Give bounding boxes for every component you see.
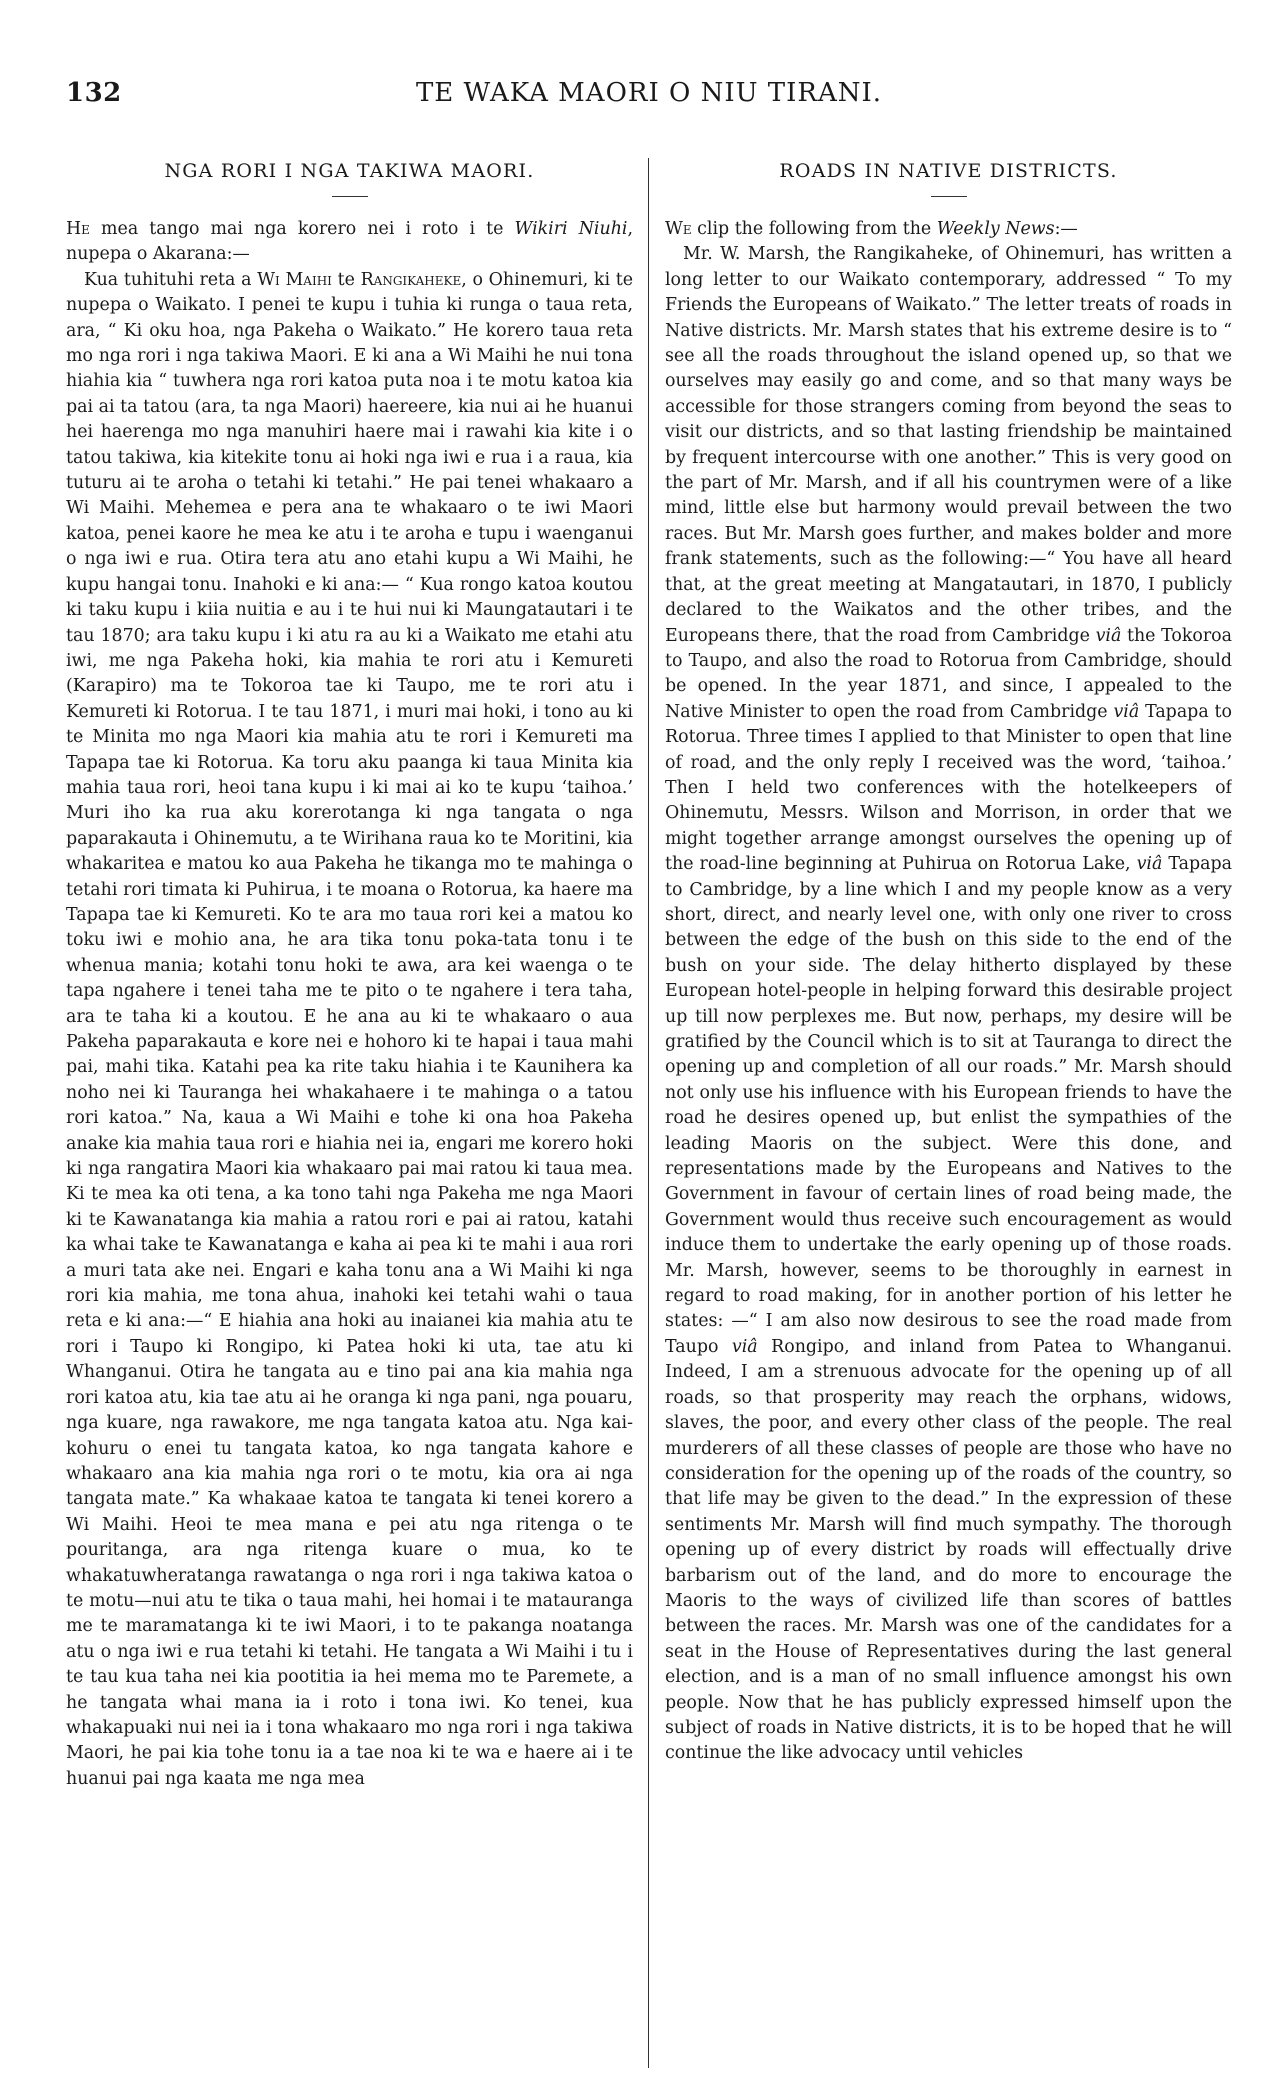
maori-intro-paragraph: He mea tango mai nga korero nei i roto i te Wikiri Niuhi, nupepa o Akarana:— — [66, 219, 633, 265]
maori-column — [66, 158, 633, 2068]
maori-main-paragraph: Kua tuhituhi reta a Wi Maihi te Rangikaheke, o Ohinemuri, ki te nupepa o Waikato. I penei te kupu i tuhia ki runga o taua reta, ara, “ Ki oku hoa, nga Pakeha o Waikato.” He korero taua reta mo nga rori i nga takiwa Maori. E ki ana a Wi Maihi he nui tona hiahia kia “ tuwhera nga rori katoa puta noa i te motu katoa kia pai ai ta tatou (ara, ta nga Maori) haereere, kia nui ai he huanui hei haerenga mo nga manuhiri haere mai i rawahi kia kite i o tatou takiwa, kia kitekite tonu ai hoki nga iwi e rua i a raua, kia tuturu ai te aroha o tetahi ki tetahi.” He pai tenei whakaaro a Wi Maihi. Mehemea e pera ana te whakaaro o te iwi Maori katoa, penei kaore he mea ke atu i te aroha e tupu i waenganui o nga iwi e rua. Otira tera atu ano etahi kupu a Wi Maihi, he kupu hangai tonu. Inahoki e ki ana:— “ Kua rongo katoa koutou ki taku kupu i kiia nuitia e au i te hui nui ki Maungatautari i te tau 1870; ara taku kupu i ki atu ra au ki a Waikato me etahi atu iwi, me nga Pakeha hoki, kia mahia te rori atu i Kemureti (Karapiro) ma te Tokoroa tae ki Taupo, me te rori atu i Kemureti ki Rotorua. I te tau 1871, i muri mai hoki, i tono au ki te Minita mo nga Maori kia mahia atu te rori i Kemureti ma Tapapa tae ki Rotorua. Ka toru aku paanga ki taua Minita kia mahia taua rori, heoi tana kupu i ki mai ai ko te kupu ‘taihoa.’ Muri iho ka rua aku korerotanga ki nga tangata o nga paparakauta i Ohinemutu, a te Wirihana raua ko te Moritini, kia whakaritea e matou ko aua Pakeha he tikanga mo te mahinga o tetahi rori timata ki Puhirua, i te moana o Rotorua, ka haere ma Tapapa tae ki Kemureti. Ko te ara mo taua rori kei a matou ko toku iwi e mohio ana, he ara tika tonu poka-tata tonu i te whenua mania; kotahi tonu hoki te awa, ara kei waenga o te tapa ngahere i tenei taha me te pito o te ngahere i tera taha, ara te taha ki a koutou. E he ana au ki te whakaaro o aua Pakeha paparakauta e kore nei e hohoro ki te hapai i taua mahi pai, mahi tika. Katahi pea ka rite taku hiahia i te Kaunihera ka noho nei ki Tauranga hei whakahaere i te mahinga o a tatou rori katoa.” Na, kaua a Wi Maihi e tohe ki ona hoa Pakeha anake kia mahia taua rori e hiahia nei ia, engari me korero hoki ki nga rangatira Maori kia whakaaro pai mai ratou ki taua mea. Ki te mea ka oti tena, a ka tono tahi nga Pakeha me nga Maori ki te Kawanatanga kia mahia a ratou rori e pai ai ratou, katahi ka whai take te Kawanatanga e kaha ai pea ki te mahi i aua rori a muri tata ake nei. Engari e kaha tonu ana a Wi Maihi ki nga rori kia mahia, me tona ahua, inahoki kei tetahi wahi o taua reta e ki ana:—“ E hiahia ana hoki au inaianei kia mahia atu te rori i Taupo ki Rongipo, ki Patea hoki ki uta, tae atu ki Whanganui. Otira he tangata au e tino pai ana kia mahia nga rori katoa atu, kia tae atu ai he oranga ki nga pani, nga pouaru, nga kuare, nga rawakore, me nga tangata katoa atu. Nga kai-kohuru o enei tu tangata katoa, ko nga tangata kahore e whakaaro ana kia mahia nga rori o te motu, kia ora ai nga tangata mate.” Ka whakaae katoa te tangata ki tenei korero a Wi Maihi. Heoi te mea mana e pei atu nga ritenga o te pouritanga, ara nga ritenga kuare o mua, ko te whakatuwheratanga rawatanga o nga rori i nga takiwa katoa o te motu—nui atu te tika o taua mahi, hei homai i te matauranga me te maramatanga ki te iwi Maori, i to te pakanga noatanga atu o nga iwi e rua tetahi ki tetahi. He tangata a Wi Maihi i tu i te tau kua taha nei kia pootitia ia hei mema mo te Paremete, a he tangata whai mana ia i roto i tona iwi. Ko tenei, kua whakapuaki nui nei ia i tona whakaaro mo nga rori i nga takiwa Maori, he pai kia tohe tonu ia a tae noa ki te wa e haere ai i te huanui pai nga kaata me nga mea — [66, 269, 633, 1789]
english-intro-paragraph: We clip the following from the Weekly News:— — [665, 219, 1078, 239]
title-divider — [332, 196, 368, 197]
english-main-paragraph: Mr. W. Marsh, the Rangikaheke, of Ohinemuri, has written a long letter to our Waikato contemporary, addressed “ To my Friends the Europeans of Waikato.” The letter treats of roads in Native districts. Mr. Marsh states that his extreme desire is to “ see all the roads throughout the island opened up, so that we ourselves may easily go and come, and so that many ways be accessible for those strangers coming from beyond the seas to visit our districts, and so that lasting friendship be maintained by frequent intercourse with one another.” This is very good on the part of Mr. Marsh, and if all his countrymen were of a like mind, little else but harmony would prevail between the two races. But Mr. Marsh goes further, and makes bolder and more frank statements, such as the following:—“ You have all heard that, at the great meeting at Mangatautari, in 1870, I publicly declared to the Waikatos and the other tribes, and the Europeans there, that the road from Cambridge viâ the Tokoroa to Taupo, and also the road to Rotorua from Cambridge, should be opened. In the year 1871, and since, I appealed to the Native Minister to open the road from Cambridge viâ Tapapa to Rotorua. Three times I applied to that Minister to open that line of road, and the only reply I received was the word, ‘taihoa.’ Then I held two conferences with the hotelkeepers of Ohinemutu, Messrs. Wilson and Morrison, in order that we might together arrange amongst ourselves the opening up of the road-line beginning at Puhirua on Rotorua Lake, viâ Tapapa to Cambridge, by a line which I and my people know as a very short, direct, and nearly level one, with only one river to cross between the edge of the bush on this side to the end of the bush on your side. The delay hitherto displayed by these European hotel-people in helping forward this desirable project up till now perplexes me. But now, perhaps, my desire will be gratified by the Council which is to sit at Tauranga to direct the opening up and completion of all our roads.” Mr. Marsh should not only use his influence with his European friends to have the road he desires opened up, but enlist the sympathies of the leading Maoris on the subject. Were this done, and representations made by the Europeans and Natives to the Government in favour of certain lines of road being made, the Government would thus receive such encouragement as would induce them to undertake the early opening up of those roads. Mr. Marsh, however, seems to be thoroughly in earnest in regard to road making, for in another portion of his letter he states: —“ I am also now desirous to see the road made from Taupo viâ Rongipo, and inland from Patea to Whanganui. Indeed, I am a strenuous advocate for the opening up of all roads, so that prosperity may reach the orphans, widows, slaves, the poor, and every other class of the people. The real murderers of all these classes of people are those who have no consideration for the opening up of the roads of the country, so that life may be given to the dead.” In the expression of these sentiments Mr. Marsh will find much sympathy. The thorough opening up of every district by roads will effectually drive barbarism out of the land, and do more to encourage the Maoris to the ways of civilized life than scores of battles between the races. Mr. Marsh was one of the candidates for a seat in the House of Representatives during the last general election, and is a man of no small influence amongst his own people. Now that he has publicly expressed himself upon the subject of roads in Native districts, it is to be hoped that he will continue the like advocacy until vehicles — [665, 244, 1232, 1764]
running-title: TE WAKA MAORI O NIU TIRANI. — [415, 78, 883, 108]
page-header — [66, 78, 1232, 128]
title-divider — [931, 196, 967, 197]
newspaper-page — [66, 78, 1232, 2068]
column-rule — [648, 158, 649, 2068]
english-article-body — [665, 217, 1232, 1767]
english-article-title: ROADS IN NATIVE DISTRICTS. — [779, 160, 1118, 182]
english-column — [665, 158, 1232, 2068]
maori-article-body — [66, 217, 633, 1792]
maori-article-title: NGA RORI I NGA TAKIWA MAORI. — [164, 160, 535, 182]
page-number: 132 — [66, 78, 122, 108]
article-columns — [66, 158, 1232, 2068]
